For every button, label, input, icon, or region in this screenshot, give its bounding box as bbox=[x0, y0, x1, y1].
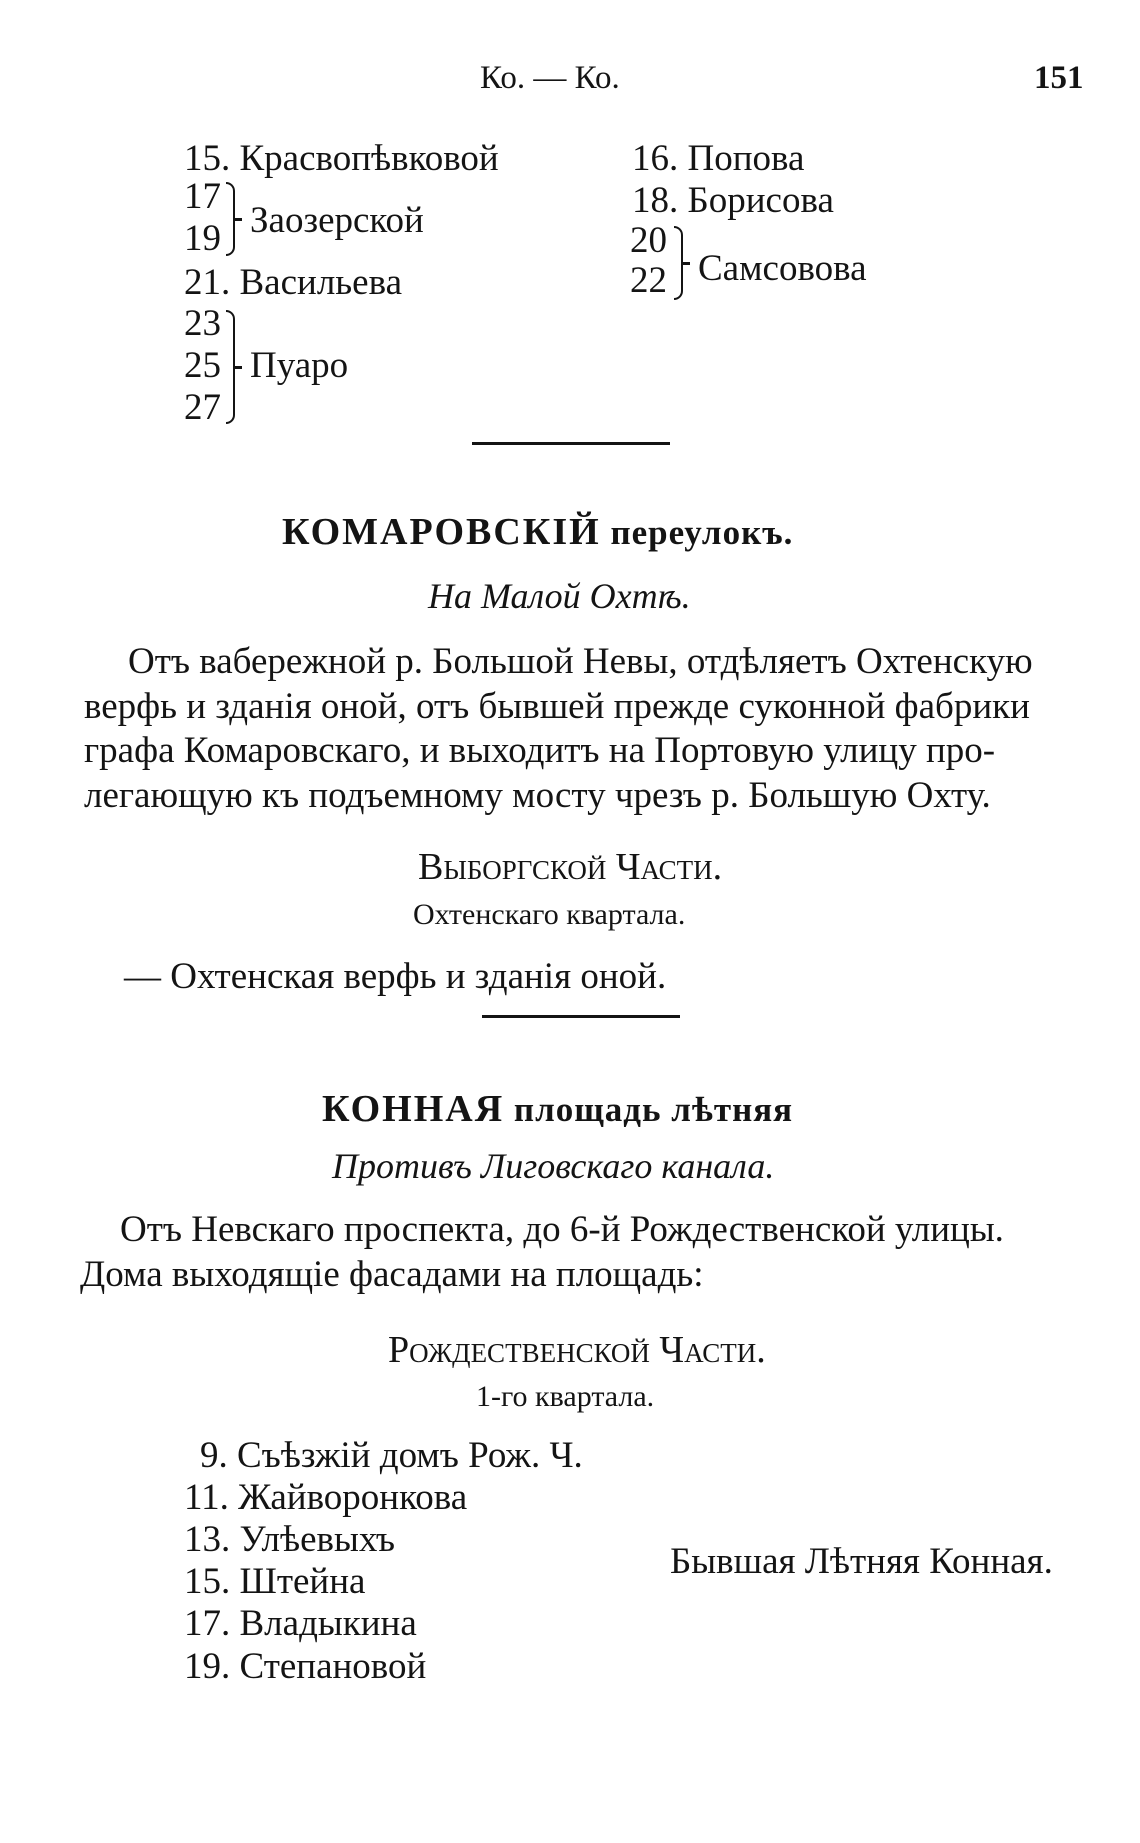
paragraph-line: Отъ Невскаго проспекта, до 6-й Рождественской улицы. bbox=[120, 1209, 1004, 1250]
house-number: 19 bbox=[184, 218, 221, 259]
owner-name: Съѣзжій домъ Рож. Ч. bbox=[237, 1435, 583, 1476]
owner-name: Попова bbox=[687, 138, 805, 179]
list-item bbox=[200, 1437, 583, 1474]
section-paragraph bbox=[84, 640, 1080, 818]
grouping-brace bbox=[226, 310, 235, 424]
list-item bbox=[184, 1479, 467, 1516]
owner-name: Самсовова bbox=[698, 248, 867, 289]
house-number: 25 bbox=[184, 345, 221, 386]
paragraph-line: легающую къ подъемному мосту чрезъ р. Большую Охту. bbox=[84, 774, 991, 816]
house-number: 23 bbox=[184, 303, 221, 344]
owner-name: Пуаро bbox=[250, 345, 349, 386]
quarter-label: 1-го квартала. bbox=[476, 1380, 655, 1413]
paragraph-line: верфь и зданія оной, отъ бывшей прежде суконной фабрики bbox=[84, 685, 1030, 727]
district-label: Выборгской Части. bbox=[418, 846, 723, 888]
owner-name: Владыкина bbox=[239, 1603, 417, 1644]
house-number: 21. bbox=[184, 262, 231, 303]
list-item bbox=[184, 1605, 417, 1642]
list-item bbox=[632, 140, 804, 177]
paragraph-line: Дома выходящіе фасадами на площадь: bbox=[80, 1253, 704, 1295]
house-number: 18. bbox=[632, 180, 679, 221]
quarter-label: Охтенскаго квартала. bbox=[413, 898, 686, 931]
building-entry: — Охтенская верфь и зданія оной. bbox=[124, 956, 667, 997]
house-number: 15. bbox=[184, 1561, 231, 1602]
house-number: 20 bbox=[630, 220, 667, 261]
heading-type: площадь лѣтняя bbox=[513, 1090, 794, 1129]
running-title: Ко. — Ко. bbox=[480, 60, 620, 96]
owner-name: Жайворонкова bbox=[238, 1477, 468, 1518]
owner-name: Штейна bbox=[239, 1561, 366, 1602]
house-number: 13. bbox=[184, 1519, 231, 1560]
list-item bbox=[184, 1648, 426, 1685]
house-number: 9. bbox=[200, 1435, 228, 1476]
section-divider bbox=[482, 1015, 680, 1018]
grouping-brace bbox=[226, 182, 235, 256]
heading-street: КОННАЯ bbox=[322, 1088, 505, 1130]
section-divider bbox=[472, 442, 670, 445]
owner-name: Степановой bbox=[239, 1646, 427, 1687]
page-number: 151 bbox=[1034, 60, 1084, 96]
list-item bbox=[184, 1563, 365, 1600]
section-subtitle: Противъ Лиговскаго канала. bbox=[332, 1146, 775, 1186]
paragraph-line: графа Комаровскаго, и выходитъ на Портовую улицу про- bbox=[84, 730, 996, 771]
heading-type: переулокъ. bbox=[610, 513, 794, 552]
list-item bbox=[184, 264, 402, 301]
house-number: 11. bbox=[184, 1477, 229, 1518]
owner-name: Красвопѣвковой bbox=[239, 138, 499, 179]
grouping-brace bbox=[674, 226, 683, 300]
house-number: 15. bbox=[184, 138, 231, 179]
district-label: Рождественской Части. bbox=[388, 1329, 766, 1371]
house-number: 16. bbox=[632, 138, 679, 179]
section-heading bbox=[322, 1087, 793, 1131]
owner-name: Заозерской bbox=[250, 200, 424, 241]
section-subtitle: На Малой Охтѣ. bbox=[428, 576, 691, 616]
owner-name: Улѣевыхъ bbox=[239, 1519, 396, 1560]
section-paragraph bbox=[80, 1208, 1080, 1297]
list-item bbox=[184, 140, 499, 177]
house-number: 17. bbox=[184, 1603, 231, 1644]
section-heading bbox=[282, 510, 793, 554]
heading-street: КОМАРОВСКІЙ bbox=[282, 511, 601, 553]
house-number: 17 bbox=[184, 176, 221, 217]
paragraph-line: Отъ вабережной р. Большой Невы, отдѣляетъ Охтенскую bbox=[128, 641, 1033, 682]
owner-name: Борисова bbox=[687, 180, 834, 221]
house-number: 27 bbox=[184, 387, 221, 428]
owner-name: Васильева bbox=[239, 262, 402, 303]
side-note: Бывшая Лѣтняя Конная. bbox=[670, 1541, 1053, 1582]
house-number: 22 bbox=[630, 260, 667, 301]
house-number: 19. bbox=[184, 1646, 231, 1687]
list-item bbox=[632, 182, 834, 219]
list-item bbox=[184, 1521, 395, 1558]
